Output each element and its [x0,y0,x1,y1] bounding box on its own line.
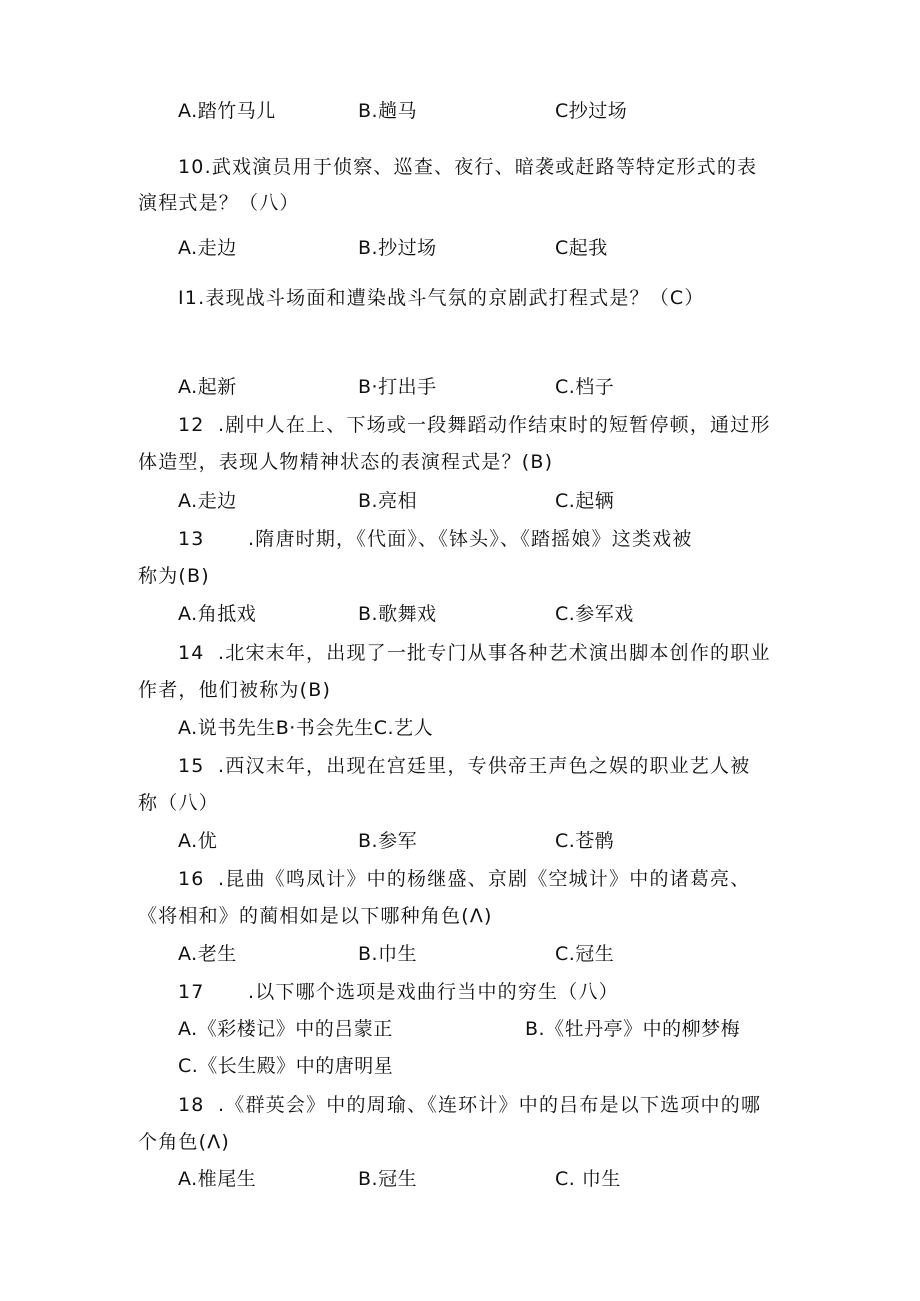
q18-option-a: A.椎尾生 [178,1168,257,1190]
q12-number: 12 [178,414,205,436]
q16-text-line2: 《将相和》的蔺相如是以下哪种角色(Λ) [138,905,493,927]
q10-option-a: A.走边 [178,237,237,259]
q12-option-c: C.起辆 [555,490,615,512]
q17-option-b: B.《牡丹亭》中的柳梦梅 [525,1018,741,1040]
q15-option-b: B.参军 [358,830,418,852]
q17-text-line1: 17 .以下哪个选项是戏曲行当中的穷生（八） [178,981,619,1003]
q18-text-line2: 个角色(Λ) [138,1131,231,1153]
q9-option-c: C抄过场 [555,100,628,122]
q15-text-line1: 15 .西汉末年，出现在宫廷里，专供帝王声色之娱的职业艺人被 [178,755,751,777]
q13-option-c: C.参军戏 [555,603,634,625]
q18-text-line1: 18 .《群英会》中的周瑜、《连环计》中的吕布是以下选项中的哪 [178,1094,762,1116]
q11-text-line1: I1.表现战斗场面和遭染战斗气氛的京剧武打程式是？（C） [178,287,705,309]
q18-option-b: B.冠生 [358,1168,418,1190]
q10-option-b: B.抄过场 [358,237,437,259]
q17-option-c: C.《长生殿》中的唐明星 [178,1055,394,1077]
q15-option-c: C.苍鹘 [555,830,615,852]
q18-option-c: C. 巾生 [555,1168,621,1190]
q17-number: 17 [178,981,205,1003]
q13-text-line2: 称为(B) [138,565,210,587]
q10-text-line2: 演程式是？（八） [138,192,300,214]
q11-option-a: A.起新 [178,376,237,398]
q10-text-line1: 10.武戏演员用于侦察、巡查、夜行、暗袭或赶路等特定形式的表 [178,156,758,178]
q18-number: 18 [178,1094,205,1116]
q15-option-a: A.优 [178,830,218,852]
q16-number: 16 [178,868,205,890]
q12-text-line2: 体造型，表现人物精神状态的表演程式是？(B) [138,451,554,473]
q16-text-line1: 16 .昆曲《鸣凤计》中的杨继盛、京剧《空城计》中的诸葛亮、 [178,868,751,890]
q11-option-c: C.档子 [555,376,615,398]
q17-option-a: A.《彩楼记》中的吕蒙正 [178,1018,393,1040]
q10-option-c: C起我 [555,237,608,259]
q12-text-line1: 12 .剧中人在上、下场或一段舞蹈动作结束时的短暂停顿，通过形 [178,414,771,436]
q13-number: 13 [178,528,205,550]
q14-options: A.说书先生B·书会先生C.艺人 [178,717,434,739]
q13-option-a: A.角抵戏 [178,603,257,625]
q9-option-b: B.趟马 [358,100,418,122]
q16-option-a: A.老生 [178,943,237,965]
q15-number: 15 [178,755,205,777]
q12-option-b: B.亮相 [358,490,418,512]
q13-option-b: B.歌舞戏 [358,603,437,625]
q14-number: 14 [178,642,205,664]
q9-option-a: A.踏竹马儿 [178,100,276,122]
q15-text-line2: 称（八） [138,792,219,814]
q16-option-b: B.巾生 [358,943,418,965]
q13-text-line1: 13 .隋唐时期，《代面》、《钵头》、《踏摇娘》这类戏被 [178,528,693,550]
q11-option-b: B·打出手 [358,376,437,398]
q14-text-line2: 作者，他们被称为(B) [138,679,332,701]
q14-text-line1: 14 .北宋末年，出现了一批专门从事各种艺术演出脚本创作的职业 [178,642,771,664]
q12-option-a: A.走边 [178,490,237,512]
q16-option-c: C.冠生 [555,943,615,965]
